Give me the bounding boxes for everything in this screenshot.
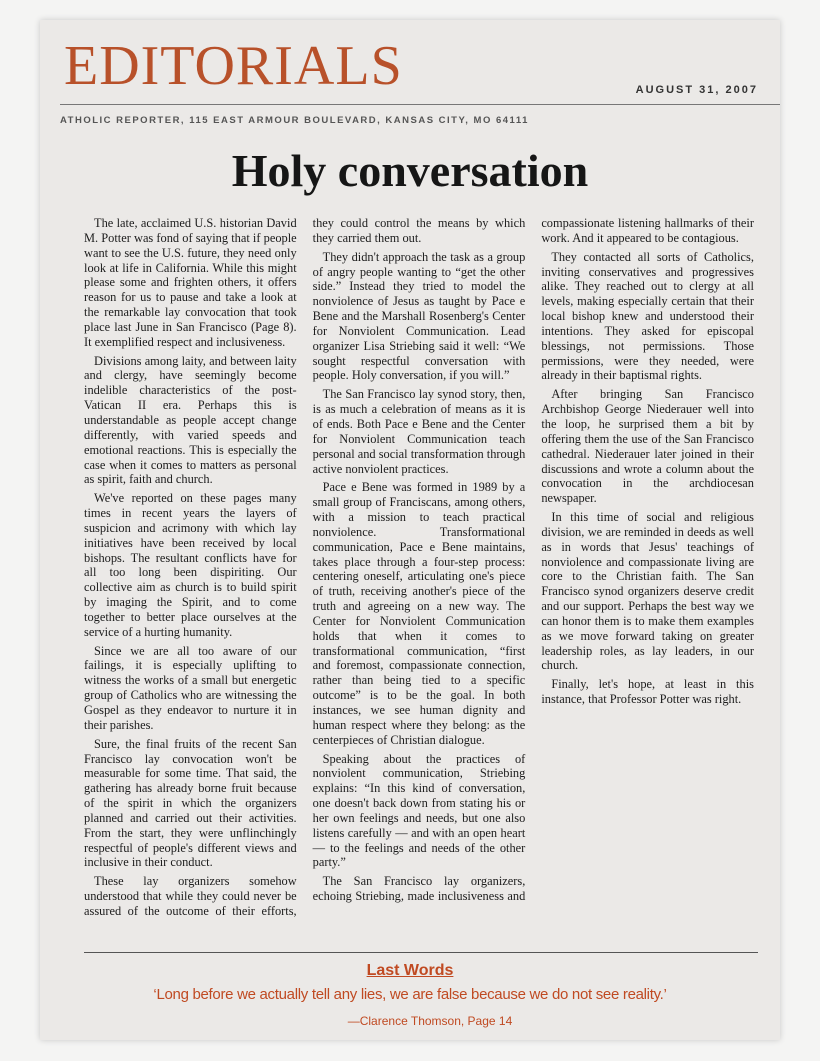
article-paragraph: Since we are all too aware of our failings, it is especially uplifting to witness the works of a small but energetic group of Catholics who are witnessing the Gospel as they endeavor to nurture it in their parishes. (84, 643, 297, 732)
masthead-divider (60, 104, 780, 105)
article-paragraph: In this time of social and religious division, we are reminded in deeds as well as in words that Jesus' teachings of nonviolence and compassionate living are core to the Christian faith. The San Francisco synod organizers deserve credit and our support. Perhaps the best way we can honor them is to make them examples as we move forward taking on greater leadership roles, as lay leaders, in our church. (541, 510, 754, 673)
article-headline: Holy conversation (231, 145, 589, 196)
publisher-address: ATHOLIC REPORTER, 115 EAST ARMOUR BOULEVARD, KANSAS CITY, MO 64111 (60, 115, 529, 126)
article-body (84, 216, 754, 928)
newspaper-page (40, 20, 780, 1040)
last-words-quote: ‘Long before we actually tell any lies, we are false because we do not see reality.’ (153, 986, 667, 1003)
article-paragraph: After bringing San Francisco Archbishop George Niederauer well into the loop, he surprised them a bit by offering them the use of the San Francisco cathedral. Niederauer later joined in their discussions and wrote a column about the convocation in the archdiocesan newspaper. (541, 387, 754, 506)
article-paragraph: We've reported on these pages many times in recent years the layers of suspicion and acrimony with which lay initiatives have been received by local bishops. The resultant conflicts have for all too long been dispiriting. Our collective aim as church is to build spirit by imaging the Spirit, and to come together to better place ourselves at the service of a hurting humanity. (84, 491, 297, 639)
article-paragraph: Sure, the final fruits of the recent San Francisco lay convocation won't be measurable for some time. That said, the gathering has already borne fruit because of the spirit in which the organizers planned and carried out their activities. From the start, they were unflinchingly respectful of people's different views and inclusive in their conduct. (84, 736, 297, 870)
issue-date: AUGUST 31, 2007 (635, 84, 758, 96)
article-paragraph: Pace e Bene was formed in 1989 by a small group of Franciscans, among others, with a mission to teach practical nonviolence. Transformational communication, Pace e Bene maintains, takes place through a four-step process: centering oneself, articulating one's piece of truth, receiving another's piece of the truth and agreeing on a new way. The Center for Nonviolent Communication holds that when it comes to transformational communication, “first and foremost, compassionate connection, rather than being tied to a specific outcome” is to be the goal. In both instances, we see human dignity and human respect where they belong: as the centerpieces of Christian dialogue. (312, 480, 526, 747)
article-paragraph: They contacted all sorts of Catholics, inviting conservatives and progressives alike. They reached out to clergy at all levels, making especially certain that their local bishop knew and understood their intentions. They asked for episcopal blessings, not permissions. Those permissions, were they needed, were already in their baptismal rights. (541, 249, 754, 383)
article-paragraph: They didn't approach the task as a group of angry people wanting to “get the other side.” Instead they tried to model the nonviolence of Jesus as taught by Pace e Bene and the Marshall Rosenberg's Center for Nonviolent Communication. Lead organizer Lisa Striebing said it well: “We sought respectful conversation with people. Holy conversation, if you will.” (312, 249, 526, 383)
article-paragraph: Speaking about the practices of nonviolent communication, Striebing explains: “In this kind of conversation, one doesn't back down from stating his or her own feelings and needs, but one also listens carefully — and with an open heart — to the feelings and needs of the other party.” (312, 751, 526, 870)
last-words-attribution: —Clarence Thomson, Page 14 (347, 1014, 513, 1028)
article-paragraph: Finally, let's hope, at least in this instance, that Professor Potter was right. (541, 677, 754, 707)
last-words-title: Last Words (366, 962, 454, 979)
article-paragraph: The late, acclaimed U.S. historian David M. Potter was fond of saying that if people want to see the U.S. future, they need only look at life in California. While this might please some and frighten others, it offers reason for us to pause and take a look at the remarkable lay convocation that took place last June in San Francisco (Page 8). It exemplified respect and inclusiveness. (84, 216, 297, 349)
footer-divider (84, 952, 758, 953)
article-paragraph: The San Francisco lay organizers, echoing Striebing, made inclusiveness and compassionate listening hallmarks of their work. And it appeared to be contagious. (312, 216, 754, 904)
section-title: EDITORIALS (64, 35, 403, 97)
article-paragraph: Divisions among laity, and between laity and clergy, have seemingly become indelible characteristics of the post-Vatican II era. Perhaps this is understandable as people accept change differently, with varied speeds and emotional reactions. This is especially the case when it comes to matters as personal as spirit, faith and church. (84, 353, 297, 487)
article-paragraph: The San Francisco lay synod story, then, is as much a celebration of means as it is of ends. Both Pace e Bene and the Center for Nonviolent Communication teach personal and social transformation through active nonviolent practices. (312, 387, 526, 476)
article-paragraph: These lay organizers somehow understood that while they could never be assured of the outcome of their efforts, they could control the means by which they carried them out. (84, 216, 526, 918)
